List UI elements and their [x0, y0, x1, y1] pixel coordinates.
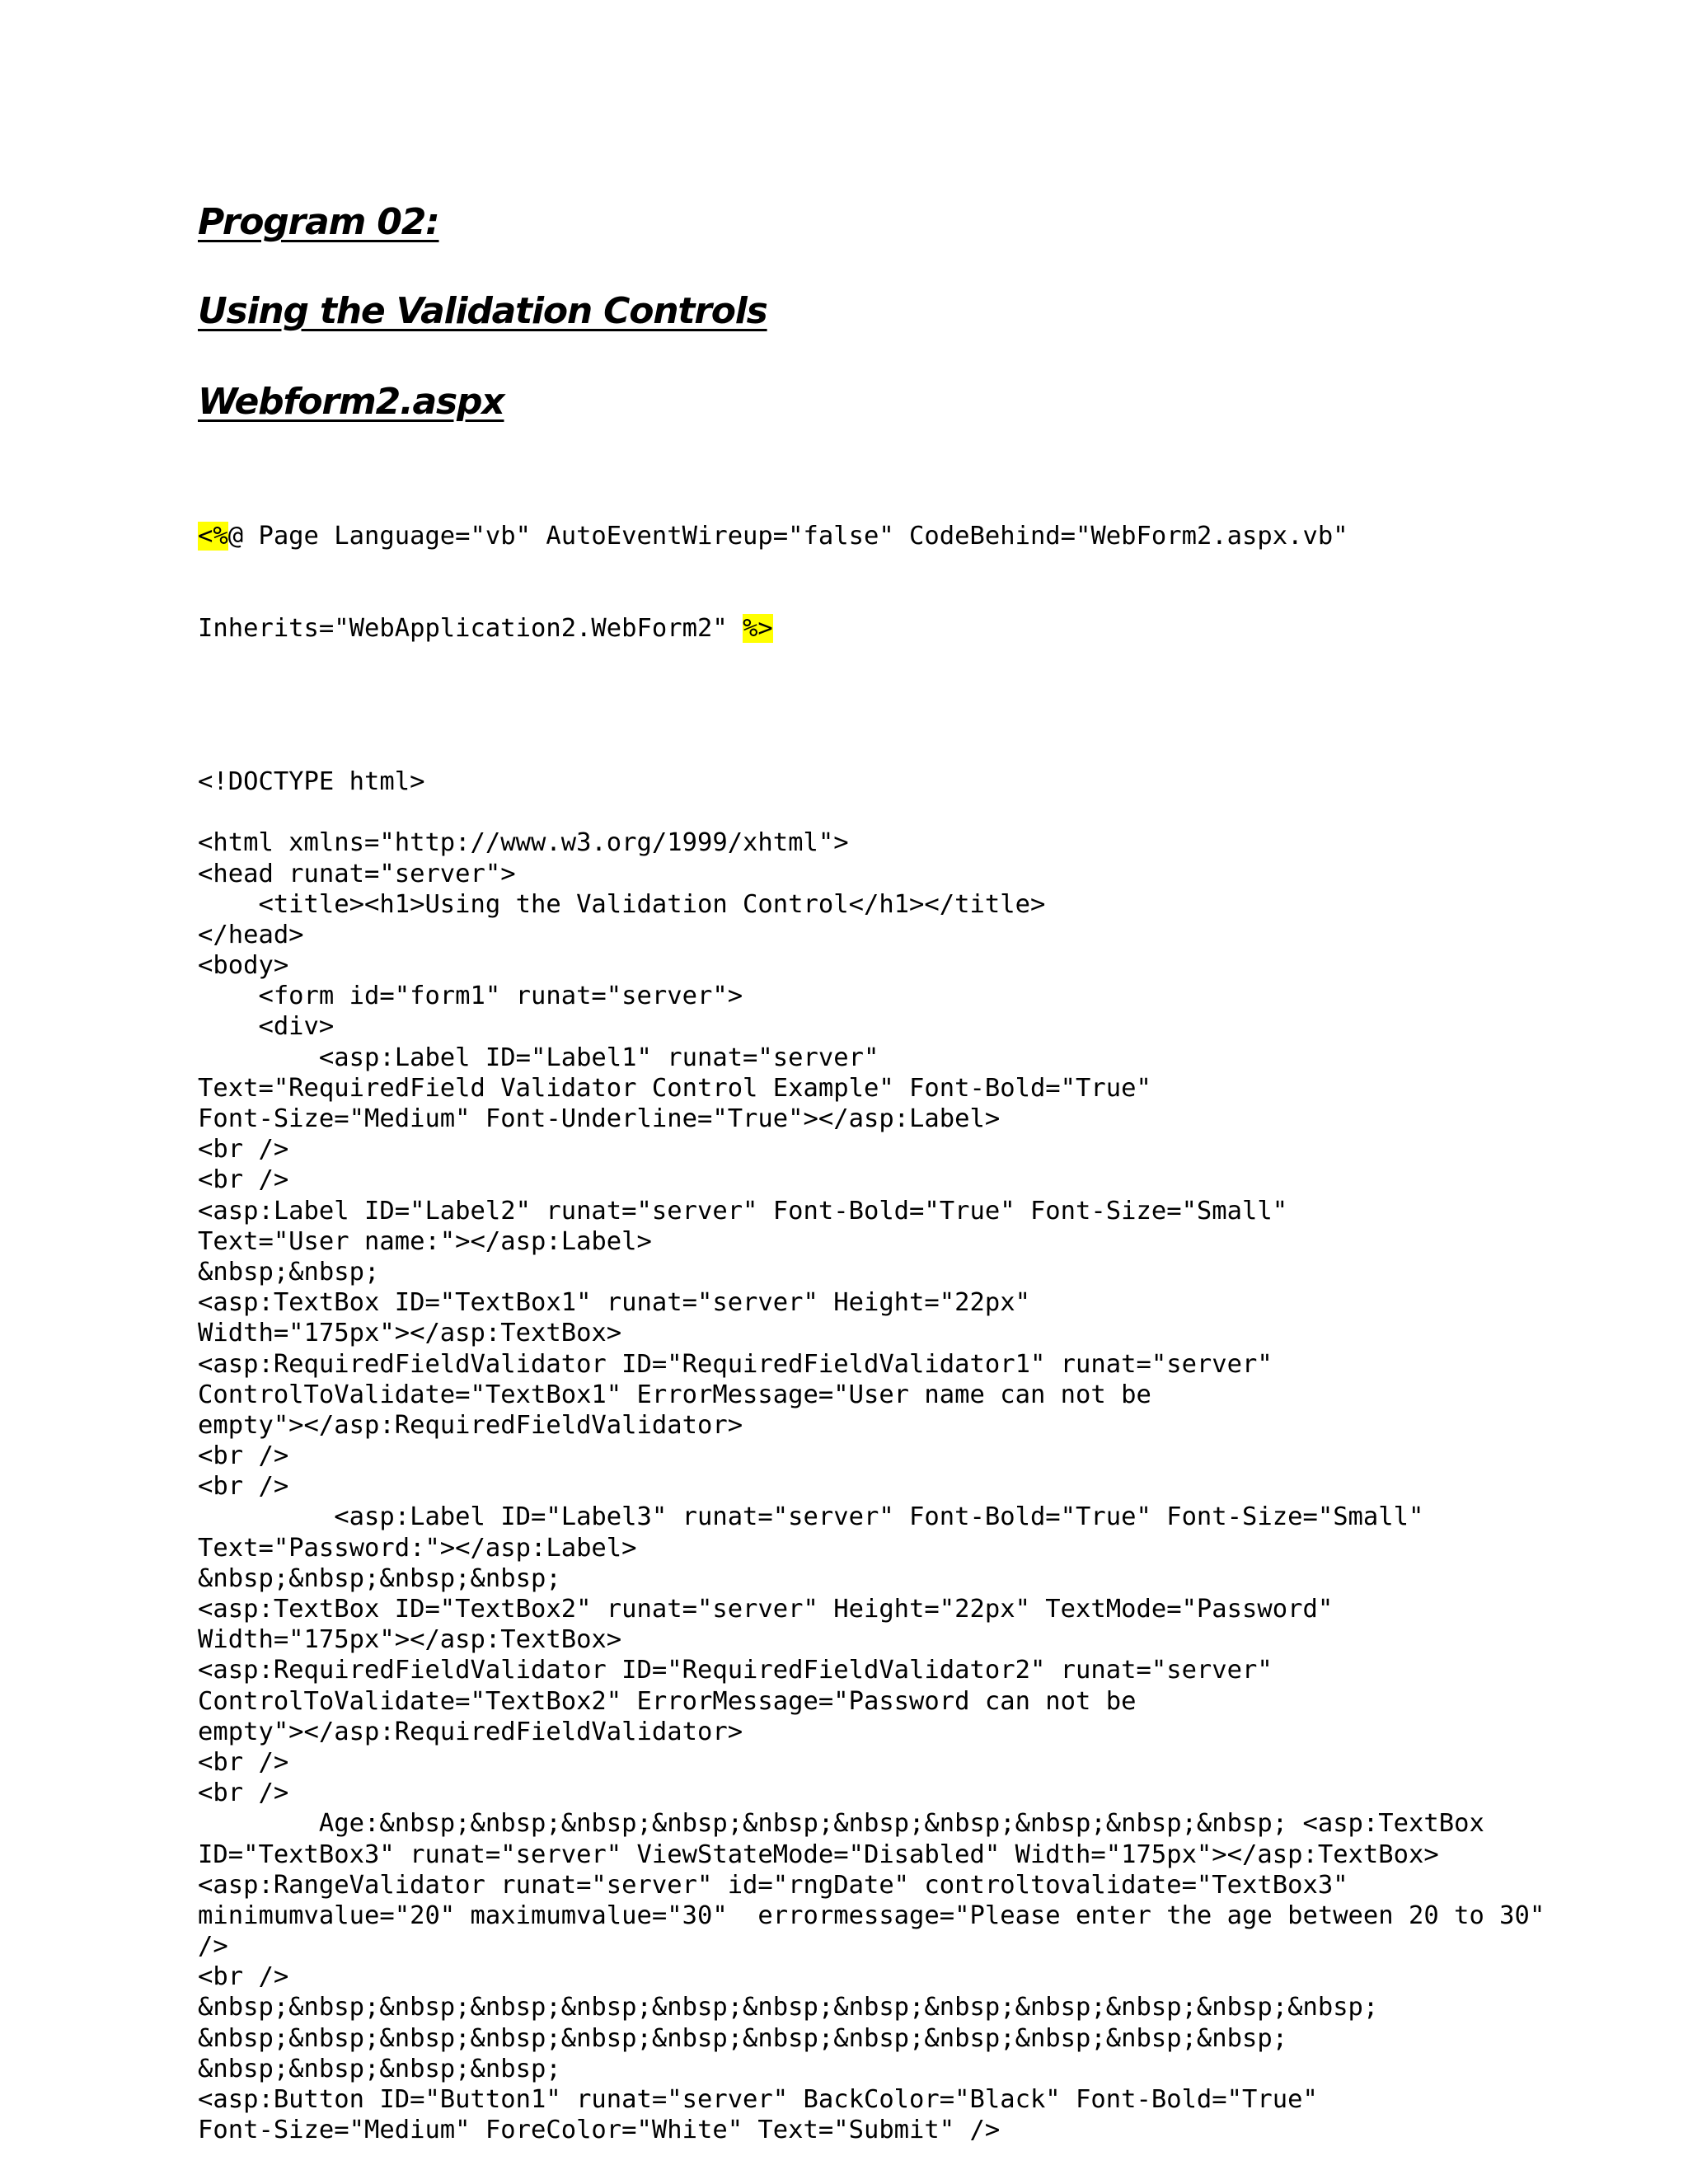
code-line: <asp:TextBox ID="TextBox2" runat="server" Height="22px" TextMode="Password" [198, 1595, 1334, 1624]
code-line: <!DOCTYPE html> [198, 766, 425, 796]
code-line [198, 705, 1484, 736]
code-line: ControlToValidate="TextBox1" ErrorMessage="User name can not be [198, 1380, 1151, 1409]
code-line: <title><h1>Using the Validation Control</h1></title> [198, 889, 1046, 919]
code-line: <asp:Label ID="Label1" runat="server" [198, 1043, 879, 1072]
code-line: <div> [198, 1012, 335, 1042]
code-line [198, 797, 1484, 827]
code-line: <asp:Label ID="Label3" runat="server" Font-Bold="True" Font-Size="Small" [198, 1502, 1424, 1532]
code-line: empty"></asp:RequiredFieldValidator> [198, 1717, 743, 1746]
code-line: <br /> [198, 1962, 289, 1992]
filename-heading: Webform2.aspx [198, 381, 504, 423]
code-line: Font-Size="Medium" Font-Underline="True"></asp:Label> [198, 1104, 1001, 1134]
code-line: &nbsp;&nbsp;&nbsp;&nbsp; [198, 2054, 561, 2083]
code-line: <asp:RequiredFieldValidator ID="RequiredFieldValidator1" runat="server" [198, 1349, 1273, 1379]
code-line: <br /> [198, 1165, 289, 1195]
code-line: <asp:TextBox ID="TextBox1" runat="server" Height="22px" [198, 1288, 1030, 1318]
code-line: empty"></asp:RequiredFieldValidator> [198, 1410, 743, 1440]
code-line: <br /> [198, 1779, 289, 1808]
code-line: <body> [198, 951, 289, 981]
code-line: &nbsp;&nbsp;&nbsp;&nbsp;&nbsp;&nbsp;&nbsp;&nbsp;&nbsp;&nbsp;&nbsp;&nbsp; [198, 2023, 1288, 2053]
code-line: <asp:RangeValidator runat="server" id="rngDate" controltovalidate="TextBox3" [198, 1870, 1348, 1900]
code-line: &nbsp;&nbsp;&nbsp;&nbsp; [198, 1563, 561, 1593]
program-heading: Program 02: [198, 201, 439, 243]
code-line: </head> [198, 920, 304, 949]
code-line-inherits [198, 613, 1484, 644]
directive-body: @ Page Language="vb" AutoEventWireup="false" CodeBehind="WebForm2.aspx.vb" [227, 522, 1348, 551]
code-line: /> [198, 1932, 228, 1961]
code-line: <form id="form1" runat="server"> [198, 982, 743, 1011]
code-line: <br /> [198, 1135, 289, 1165]
code-line: <br /> [198, 1441, 289, 1471]
code-line: <asp:Label ID="Label2" runat="server" Font-Bold="True" Font-Size="Small" [198, 1196, 1288, 1226]
code-line: Text="Password:"></asp:Label> [198, 1533, 637, 1563]
code-line: &nbsp;&nbsp;&nbsp;&nbsp;&nbsp;&nbsp;&nbsp;&nbsp;&nbsp;&nbsp;&nbsp;&nbsp;&nbsp; [198, 1993, 1379, 2022]
code-line: <asp:RequiredFieldValidator ID="RequiredFieldValidator2" runat="server" [198, 1656, 1273, 1685]
code-line: &nbsp;&nbsp; [198, 1257, 380, 1286]
directive-close-highlight: %> [743, 614, 773, 643]
code-line: Text="RequiredField Validator Control Example" Font-Bold="True" [198, 1073, 1151, 1103]
code-line: Width="175px"></asp:TextBox> [198, 1319, 622, 1348]
code-line: Width="175px"></asp:TextBox> [198, 1625, 622, 1655]
code-line [198, 736, 1484, 766]
directive-inherits: Inherits="WebApplication2.WebForm2" [198, 614, 743, 643]
directive-open-highlight: <% [198, 522, 228, 551]
code-line: ID="TextBox3" runat="server" ViewStateMode="Disabled" Width="175px"></asp:TextBox> [198, 1840, 1439, 1869]
code-line: <br /> [198, 1472, 289, 1502]
code-line: Text="User name:"></asp:Label> [198, 1226, 652, 1256]
code-line: ControlToValidate="TextBox2" ErrorMessage="Password can not be [198, 1686, 1137, 1716]
code-line: <br /> [198, 1747, 289, 1777]
code-line: minimumvalue="20" maximumvalue="30" errormessage="Please enter the age between 20 to 30" [198, 1900, 1545, 1930]
code-line: <head runat="server"> [198, 859, 516, 888]
code-line: Font-Size="Medium" ForeColor="White" Text="Submit" /> [198, 2116, 1001, 2145]
code-line: <asp:Button ID="Button1" runat="server" BackColor="Black" Font-Bold="True" [198, 2085, 1318, 2115]
code-line: <html xmlns="http://www.w3.org/1999/xhtml"> [198, 828, 849, 858]
code-listing [198, 460, 1545, 2145]
code-line: Age:&nbsp;&nbsp;&nbsp;&nbsp;&nbsp;&nbsp;&nbsp;&nbsp;&nbsp;&nbsp; <asp:TextBox [198, 1809, 1484, 1839]
code-line-directive [198, 521, 1484, 551]
subject-heading: Using the Validation Controls [198, 290, 767, 332]
